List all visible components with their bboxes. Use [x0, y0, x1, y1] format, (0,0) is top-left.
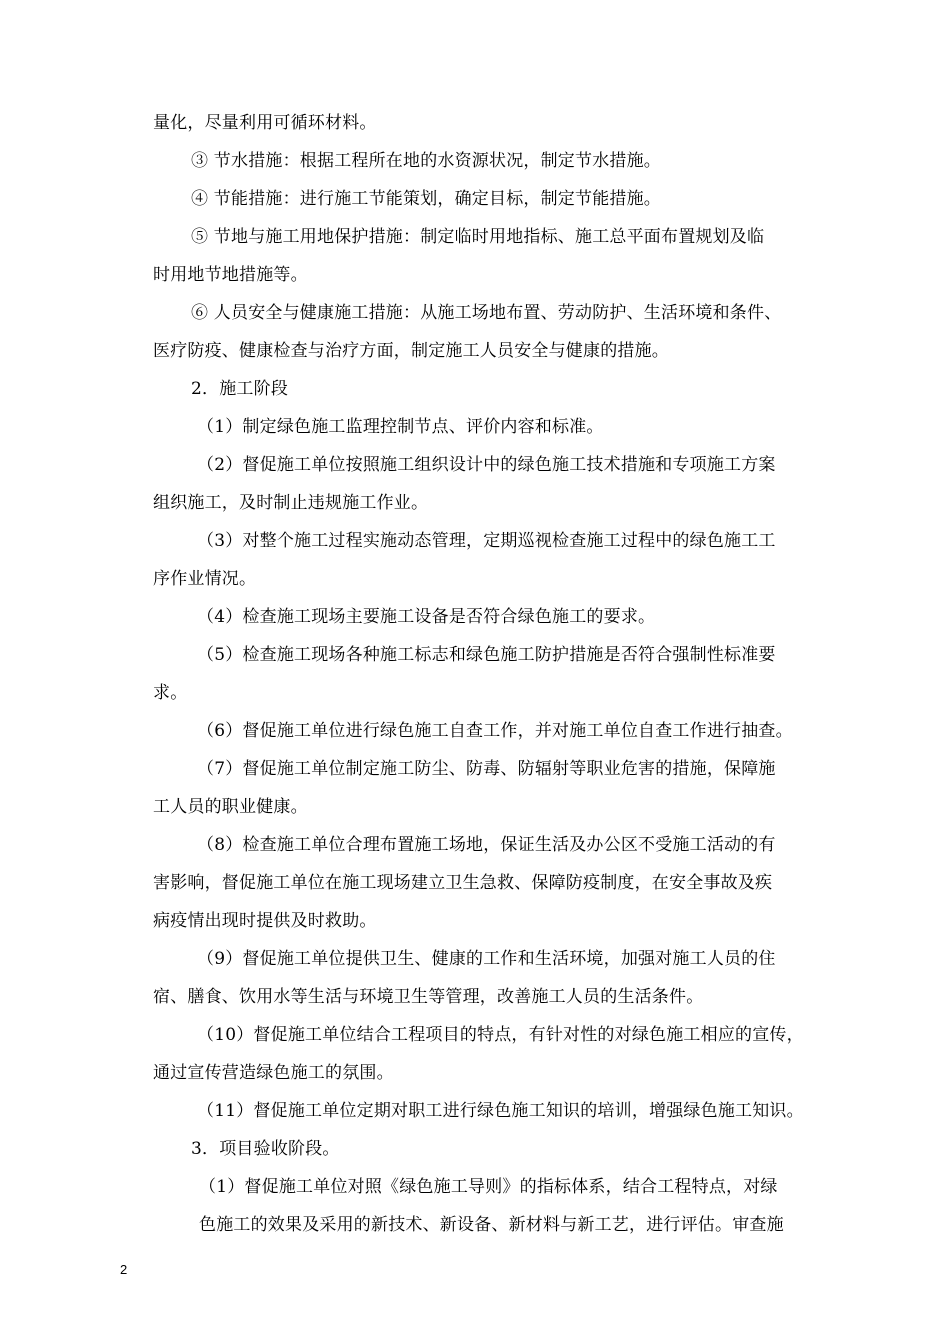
page-number: 2 — [120, 1262, 128, 1277]
paragraph-line: 时用地节地措施等。 — [153, 265, 308, 285]
paragraph-line: 宿、膳食、饮用水等生活与环境卫生等管理，改善施工人员的生活条件。 — [153, 987, 704, 1007]
paragraph-line: （4）检查施工现场主要施工设备是否符合绿色施工的要求。 — [197, 607, 656, 627]
paragraph-line: ③ 节水措施：根据工程所在地的水资源状况，制定节水措施。 — [191, 151, 662, 171]
paragraph-line: ④ 节能措施：进行施工节能策划，确定目标，制定节能措施。 — [191, 189, 662, 209]
paragraph-line: （6）督促施工单位进行绿色施工自查工作，并对施工单位自查工作进行抽查。 — [197, 721, 793, 741]
paragraph-line: （1）督促施工单位对照《绿色施工导则》的指标体系，结合工程特点，对绿 — [199, 1177, 778, 1197]
paragraph-line: （1）制定绿色施工监理控制节点、评价内容和标准。 — [197, 417, 604, 437]
section-heading: 2．施工阶段 — [191, 379, 289, 399]
paragraph-line: （11）督促施工单位定期对职工进行绿色施工知识的培训，增强绿色施工知识。 — [197, 1101, 804, 1121]
paragraph-line: （2）督促施工单位按照施工组织设计中的绿色施工技术措施和专项施工方案 — [197, 455, 776, 475]
paragraph-line: ⑥ 人员安全与健康施工措施：从施工场地布置、劳动防护、生活环境和条件、 — [191, 303, 782, 323]
paragraph-line: 色施工的效果及采用的新技术、新设备、新材料与新工艺，进行评估。审查施 — [199, 1215, 784, 1235]
paragraph-line: 组织施工，及时制止违规施工作业。 — [153, 493, 429, 513]
paragraph-line: 病疫情出现时提供及时救助。 — [153, 911, 377, 931]
paragraph-line: ⑤ 节地与施工用地保护措施：制定临时用地指标、施工总平面布置规划及临 — [191, 227, 765, 247]
paragraph-line: （3）对整个施工过程实施动态管理，定期巡视检查施工过程中的绿色施工工 — [197, 531, 776, 551]
paragraph-line: 工人员的职业健康。 — [153, 797, 308, 817]
body-text — [153, 104, 853, 1244]
paragraph-line: （5）检查施工现场各种施工标志和绿色施工防护措施是否符合强制性标准要 — [197, 645, 776, 665]
paragraph-line: 医疗防疫、健康检查与治疗方面，制定施工人员安全与健康的措施。 — [153, 341, 669, 361]
paragraph-line: （8）检查施工单位合理布置施工场地，保证生活及办公区不受施工活动的有 — [197, 835, 776, 855]
section-heading: 3．项目验收阶段。 — [191, 1139, 340, 1159]
paragraph-line: （7）督促施工单位制定施工防尘、防毒、防辐射等职业危害的措施，保障施 — [197, 759, 776, 779]
paragraph-line: 害影响，督促施工单位在施工现场建立卫生急救、保障防疫制度，在安全事故及疾 — [153, 873, 773, 893]
paragraph-line: 通过宣传营造绿色施工的氛围。 — [153, 1063, 394, 1083]
paragraph-line: 量化，尽量利用可循环材料。 — [153, 113, 377, 133]
paragraph-line: （9）督促施工单位提供卫生、健康的工作和生活环境，加强对施工人员的住 — [197, 949, 776, 969]
paragraph-line: （10）督促施工单位结合工程项目的特点，有针对性的对绿色施工相应的宣传， — [197, 1025, 804, 1045]
paragraph-line: 序作业情况。 — [153, 569, 257, 589]
paragraph-line: 求。 — [153, 683, 188, 703]
